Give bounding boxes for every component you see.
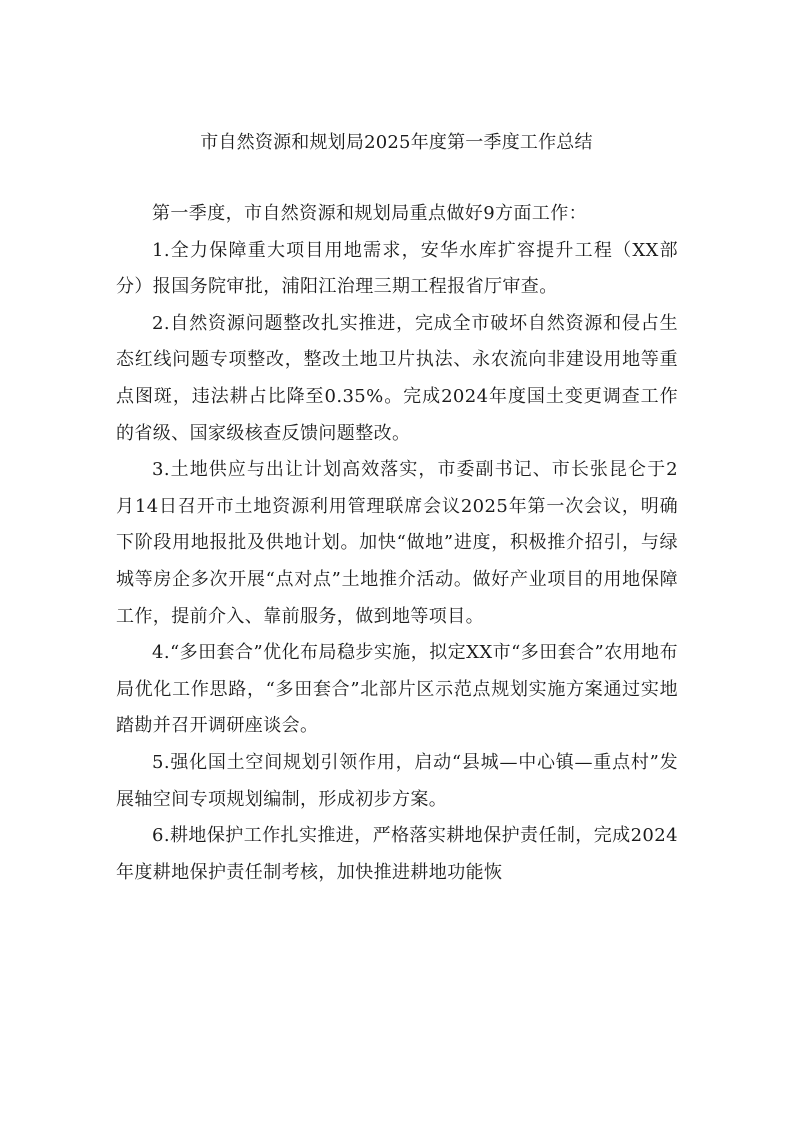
intro-paragraph: 第一季度，市自然资源和规划局重点做好9方面工作： xyxy=(152,203,588,224)
document-title: 市自然资源和规划局2025年度第一季度工作总结 xyxy=(200,132,593,153)
item-5-paragraph: 5.强化国土空间规划引领作用，启动“县城—中心镇—重点村”发展轴空间专项规划编制，形成初步方案。 xyxy=(116,751,678,810)
item-4-paragraph: 4.“多田套合”优化布局稳步实施，拟定XX市“多田套合”农用地布局优化工作思路，“多田套合”北部片区示范点规划实施方案通过实地踏勘并召开调研座谈会。 xyxy=(116,642,678,737)
item-2-paragraph: 2.自然资源问题整改扎实推进，完成全市破坏自然资源和侵占生态红线问题专项整改，整改土地卫片执法、永农流向非建设用地等重点图斑，违法耕占比降至0.35%。完成2024年度国土变更调查工作的省级、国家级核查反馈问题整改。 xyxy=(116,312,678,444)
document-body xyxy=(116,196,678,891)
item-1-paragraph: 1.全力保障重大项目用地需求，安华水库扩容提升工程（XX部分）报国务院审批，浦阳江治理三期工程报省厅审查。 xyxy=(116,239,678,298)
item-3-paragraph: 3.土地供应与出让计划高效落实，市委副书记、市长张昆仑于2月14日召开市土地资源利用管理联席会议2025年第一次会议，明确下阶段用地报批及供地计划。加快“做地”进度，积极推介招引，与绿城等房企多次开展“点对点”土地推介活动。做好产业项目的用地保障工作，提前介入、靠前服务，做到地等项目。 xyxy=(116,459,678,627)
item-6-paragraph: 6.耕地保护工作扎实推进，严格落实耕地保护责任制，完成2024年度耕地保护责任制考核，加快推进耕地功能恢 xyxy=(116,825,678,883)
